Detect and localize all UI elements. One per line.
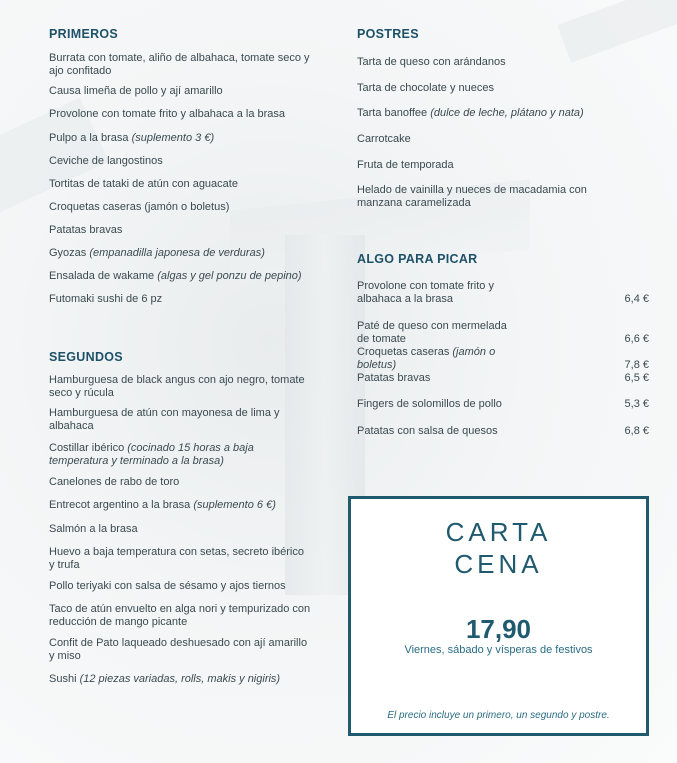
menu-item-note: (empanadilla japonesa de verduras): [89, 247, 265, 259]
menu-item-label: Patatas bravas: [357, 372, 431, 384]
menu-item: [49, 155, 311, 168]
menu-item-label: Ensalada de wakame: [49, 270, 158, 282]
menu-item: [357, 320, 649, 346]
menu-item-name: [49, 476, 311, 489]
menu-item-name: [357, 346, 517, 372]
menu-item-name: [49, 442, 311, 468]
menu-item-label: Croquetas caseras: [357, 346, 453, 358]
menu-item-label: Futomaki sushi de 6 pz: [49, 293, 163, 305]
menu-item-name: [49, 499, 311, 512]
menu-item-name: [49, 546, 311, 572]
menu-item-label: Fingers de solomillos de pollo: [357, 398, 502, 410]
menu-item-label: Sushi: [49, 673, 80, 685]
menu-item-note: (jamón o boletus): [357, 346, 496, 372]
menu-item: [49, 52, 311, 78]
menu-item: [357, 398, 649, 411]
menu-item-label: Gyozas: [49, 247, 90, 259]
carta-cena-card: [348, 496, 649, 736]
menu-item-name: [357, 280, 517, 306]
menu-item-label: Helado de vainilla y nueces de macadamia con manzana caramelizada: [357, 184, 587, 210]
menu-item-name: [357, 107, 619, 120]
menu-item-note: (dulce de leche, plátano y nata): [430, 107, 584, 119]
card-title-line1: CARTA: [445, 517, 552, 547]
menu-item-name: [49, 673, 311, 686]
menu-item: [49, 270, 311, 283]
menu-item-price: 6,5 €: [624, 372, 649, 384]
menu-item-price: 6,8 €: [624, 425, 649, 437]
menu-item-name: [49, 603, 311, 629]
menu-item-name: [49, 580, 311, 593]
postres-title: POSTRES: [357, 27, 419, 41]
menu-item-name: [49, 293, 311, 306]
menu-item-label: Patatas bravas: [49, 224, 123, 236]
menu-item-label: Burrata con tomate, aliño de albahaca, tomate seco y ajo confitado: [49, 52, 310, 78]
menu-item: [357, 82, 619, 95]
segundos-title: SEGUNDOS: [49, 350, 123, 364]
menu-item-name: [49, 374, 311, 400]
menu-item: [357, 56, 619, 69]
card-footnote: El precio incluye un primero, un segundo y postre.: [387, 710, 610, 721]
menu-item-name: [357, 56, 619, 69]
menu-item-label: Croquetas caseras (jamón o boletus): [49, 201, 230, 213]
menu-item-name: [49, 247, 311, 260]
menu-item: [49, 293, 311, 306]
menu-item-label: Provolone con tomate frito y albahaca a la brasa: [357, 280, 494, 306]
menu-item: [357, 425, 649, 438]
menu-item-name: [357, 372, 517, 385]
menu-item-note: (suplemento 6 €): [193, 499, 276, 511]
menu-item-name: [49, 85, 311, 98]
menu-item: [49, 374, 311, 400]
menu-item: [357, 372, 649, 385]
menu-item: [49, 603, 311, 629]
menu-item-name: [357, 320, 517, 346]
menu-item-note: (suplemento 3 €): [131, 132, 215, 144]
picar-title: ALGO PARA PICAR: [357, 252, 478, 266]
menu-item-label: Tarta de chocolate y nueces: [357, 82, 494, 94]
menu-item-price: 6,6 €: [624, 333, 649, 346]
menu-item-label: Carrotcake: [357, 133, 411, 145]
menu-item-name: [357, 133, 619, 146]
menu-item-name: [357, 398, 517, 411]
menu-item-label: Ceviche de langostinos: [49, 155, 163, 167]
menu-item-note: (algas y gel ponzu de pepino): [157, 270, 302, 282]
menu-item-name: [49, 270, 311, 283]
menu-item-label: Taco de atún envuelto en alga nori y tempurizado con reducción de mango picante: [49, 603, 311, 629]
menu-item-name: [357, 425, 517, 438]
menu-item-price: 5,3 €: [624, 398, 649, 410]
menu-item-label: Paté de queso con mermelada de tomate: [357, 320, 507, 346]
menu-item: [357, 280, 649, 306]
menu-item-name: [49, 155, 311, 168]
menu-item-price: 7,8 €: [624, 359, 649, 372]
left-column: [49, 27, 319, 685]
menu-item: [49, 580, 311, 593]
menu-item: [357, 184, 619, 210]
menu-item-name: [357, 159, 619, 172]
menu-item: [49, 546, 311, 572]
menu-item-label: Tarta banoffee: [357, 107, 431, 119]
menu-item: [357, 107, 619, 120]
menu-item-label: Huevo a baja temperatura con setas, secreto ibérico y trufa: [49, 546, 304, 572]
menu-item-label: Salmón a la brasa: [49, 523, 138, 535]
menu-item-label: Causa limeña de pollo y ají amarillo: [49, 85, 223, 97]
menu-item-name: [357, 184, 619, 210]
menu-item: [49, 499, 311, 512]
primeros-title: PRIMEROS: [49, 27, 119, 41]
menu-item-label: Hamburguesa de atún con mayonesa de lima y albahaca: [49, 407, 280, 433]
menu-item-name: [49, 224, 311, 237]
menu-item-label: Confit de Pato laqueado deshuesado con ají amarillo y miso: [49, 637, 308, 663]
menu-item: [49, 178, 311, 191]
menu-item-label: Pulpo a la brasa: [49, 132, 132, 144]
menu-item-label: Patatas con salsa de quesos: [357, 425, 498, 437]
menu-item-name: [357, 82, 619, 95]
card-title-line2: CENA: [454, 549, 543, 579]
menu-item: [49, 132, 311, 145]
menu-item-name: [49, 132, 311, 145]
menu-item-label: Fruta de temporada: [357, 159, 454, 171]
menu-item: [49, 247, 311, 260]
card-price: 17,90: [465, 614, 532, 644]
menu-item-name: [49, 523, 311, 536]
menu-item: [49, 442, 311, 468]
menu-item-note: (cocinado 15 horas a baja temperatura y terminado a la brasa): [49, 442, 254, 468]
menu-item-label: Canelones de rabo de toro: [49, 476, 180, 488]
menu-item: [49, 637, 311, 663]
right-column: [357, 27, 649, 437]
menu-item: [49, 108, 311, 121]
menu-item-label: Costillar ibérico: [49, 442, 128, 454]
menu-item-name: [49, 108, 311, 121]
menu-item-label: Tortitas de tataki de atún con aguacate: [49, 178, 238, 190]
menu-item-name: [49, 407, 311, 433]
menu-item-name: [49, 52, 311, 78]
menu-item: [49, 224, 311, 237]
menu-item: [49, 673, 311, 686]
menu-item: [49, 201, 311, 214]
menu-item-label: Provolone con tomate frito y albahaca a la brasa: [49, 108, 286, 120]
menu-item-name: [49, 637, 311, 663]
menu-item-name: [49, 201, 311, 214]
menu-item-label: Hamburguesa de black angus con ajo negro, tomate seco y rúcula: [49, 374, 305, 400]
menu-item-price: 6,4 €: [624, 293, 649, 306]
menu-item-label: Entrecot argentino a la brasa: [49, 499, 194, 511]
card-subtitle: Viernes, sábado y vísperas de festivos: [404, 644, 593, 656]
menu-item: [357, 159, 619, 172]
menu-item: [49, 85, 311, 98]
menu-item-label: Pollo teriyaki con salsa de sésamo y ajos tiernos: [49, 580, 286, 592]
menu-item-note: (12 piezas variadas, rolls, makis y nigiris): [79, 673, 281, 685]
menu-item: [357, 346, 649, 372]
menu-item: [49, 407, 311, 433]
menu-item-label: Tarta de queso con arándanos: [357, 56, 506, 68]
menu-item: [49, 523, 311, 536]
menu-item: [49, 476, 311, 489]
menu-item: [357, 133, 619, 146]
menu-item-name: [49, 178, 311, 191]
